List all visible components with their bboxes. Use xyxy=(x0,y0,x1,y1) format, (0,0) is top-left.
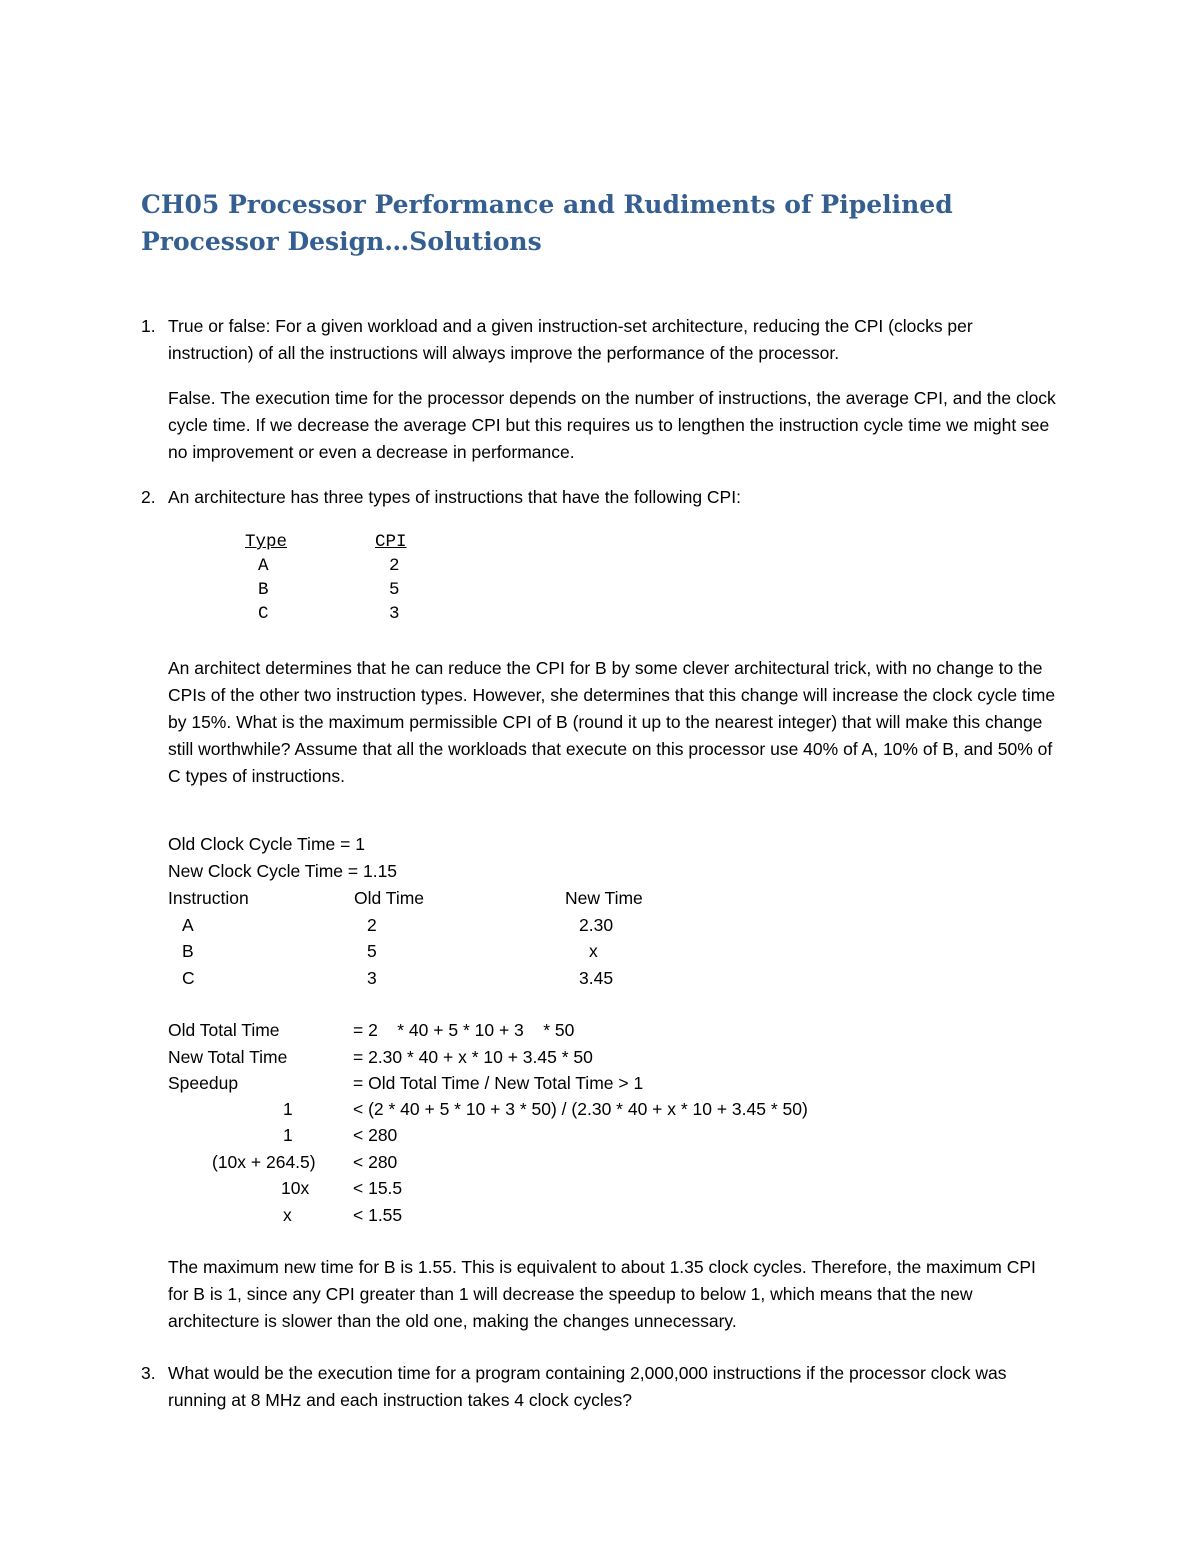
cpi-table-header-cpi: CPI xyxy=(375,532,407,552)
time-table-old-cell: 3 xyxy=(367,968,377,988)
cpi-table-value-cell: 3 xyxy=(389,604,400,624)
question-1-answer: False. The execution time for the processor depends on the number of instructions, the average CPI, and the clock cycle time. If we decrease the average CPI but this requires us to lengthen the instruction cycle time we might see no improvement or even a decrease in performance. xyxy=(168,388,1056,462)
new-clock-cycle-time: New Clock Cycle Time = 1.15 xyxy=(168,861,398,881)
cpi-table-value-cell: 5 xyxy=(389,580,400,600)
derivation-expression: < 1.55 xyxy=(353,1205,403,1225)
derivation-expression: < 15.5 xyxy=(353,1178,403,1198)
derivation-label: 1 xyxy=(283,1099,293,1119)
question-1-text: True or false: For a given workload and a given instruction-set architecture, reducing the CPI (clocks per instruction) of all the instructions will always improve the performance of the processor. xyxy=(168,316,973,363)
derivation-expression: < (2 * 40 + 5 * 10 + 3 * 50) / (2.30 * 40 + x * 10 + 3.45 * 50) xyxy=(353,1099,808,1119)
time-table-old-cell: 5 xyxy=(367,941,377,961)
time-table-old-cell: 2 xyxy=(367,915,377,935)
cpi-table-header-type: Type xyxy=(245,532,288,552)
question-1-number: 1. xyxy=(141,316,156,336)
derivation-label: (10x + 264.5) xyxy=(212,1152,316,1172)
time-table-instruction-cell: A xyxy=(182,915,194,935)
cpi-table-type-cell: A xyxy=(258,556,269,576)
derivation-label: x xyxy=(283,1205,292,1225)
cpi-table-value-cell: 2 xyxy=(389,556,400,576)
question-2-intro: An architecture has three types of instructions that have the following CPI: xyxy=(168,487,741,507)
time-table-new-cell: x xyxy=(589,941,598,961)
derivation-expression: < 280 xyxy=(353,1152,398,1172)
derivation-label: New Total Time xyxy=(168,1047,288,1067)
old-clock-cycle-time: Old Clock Cycle Time = 1 xyxy=(168,834,365,854)
time-table-header-old: Old Time xyxy=(354,888,425,908)
cpi-table-type-cell: C xyxy=(258,604,269,624)
derivation-expression: < 280 xyxy=(353,1125,398,1145)
time-table-header-new: New Time xyxy=(565,888,643,908)
derivation-label: 1 xyxy=(283,1125,293,1145)
question-2-text: An architect determines that he can reduce the CPI for B by some clever architectural trick, with no change to the CPIs of the other two instruction types. However, she determines that this change will increase the clock cycle time by 15%. What is the maximum permissible CPI of B (round it up to the nearest integer) that will make this change still worthwhile? Assume that all the workloads that execute on this processor use 40% of A, 10% of B, and 50% of C types of instructions. xyxy=(168,658,1056,786)
document-title: CH05 Processor Performance and Rudiments of Pipelined Processor Design…Solutions xyxy=(141,190,953,256)
derivation-expression: = 2 * 40 + 5 * 10 + 3 * 50 xyxy=(353,1020,575,1040)
time-table-instruction-cell: C xyxy=(182,968,195,988)
time-table-header-instruction: Instruction xyxy=(168,888,249,908)
question-2-number: 2. xyxy=(141,487,156,507)
derivation-label: Old Total Time xyxy=(168,1020,280,1040)
derivation-label: 10x xyxy=(281,1178,310,1198)
question-2-conclusion: The maximum new time for B is 1.55. This is equivalent to about 1.35 clock cycles. Therefore, the maximum CPI for B is 1, since any CPI greater than 1 will decrease the speedup to below 1, which means that the new architecture is slower than the old one, making the changes unnecessary. xyxy=(168,1257,1036,1331)
time-table-new-cell: 2.30 xyxy=(579,915,614,935)
derivation-expression: = 2.30 * 40 + x * 10 + 3.45 * 50 xyxy=(353,1047,593,1067)
question-3-text: What would be the execution time for a program containing 2,000,000 instructions if the processor clock was running at 8 MHz and each instruction takes 4 clock cycles? xyxy=(168,1363,1007,1410)
time-table-new-cell: 3.45 xyxy=(579,968,614,988)
time-table-instruction-cell: B xyxy=(182,941,194,961)
derivation-label: Speedup xyxy=(168,1073,239,1093)
question-3-number: 3. xyxy=(141,1363,156,1383)
derivation-expression: = Old Total Time / New Total Time > 1 xyxy=(353,1073,644,1093)
cpi-table-type-cell: B xyxy=(258,580,269,600)
